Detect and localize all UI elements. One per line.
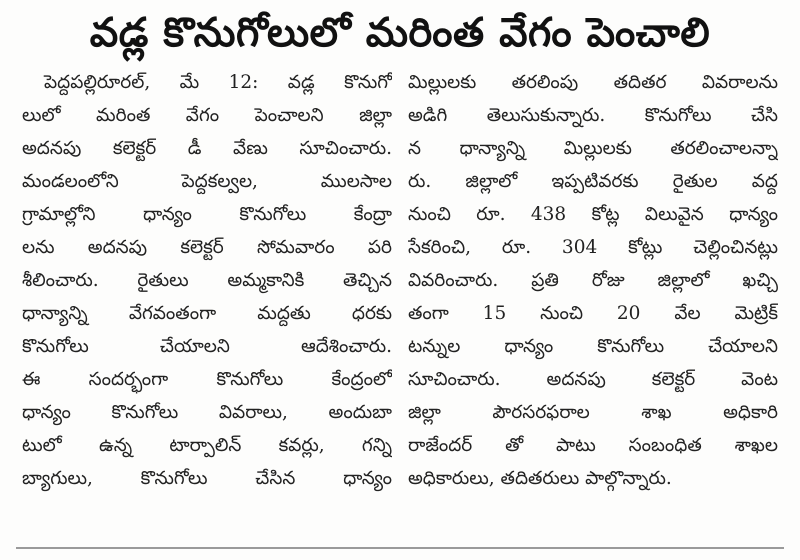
bottom-divider [16, 547, 784, 549]
body-line: అధికారులు, తదితరులు పాల్గొన్నారు. [408, 468, 672, 489]
body-line: తంగా 15 నుంచి 20 వేల మెట్రిక్ [408, 303, 778, 324]
body-line: ధాన్యాన్ని వేగవంతంగా మద్దతు ధరకు [22, 303, 392, 324]
body-line: అడిగి తెలుసుకున్నారు. కొనుగోలు చేసి [408, 105, 778, 126]
body-line: మండలంలోని పెద్దకల్వల, ములసాల [22, 171, 392, 192]
body-line: లను అదనపు కలెక్టర్ సోమవారం పరి [22, 237, 392, 258]
body-line: లులో మరింత వేగం పెంచాలని జిల్లా [22, 105, 392, 126]
body-line: ఈ సందర్భంగా కొనుగోలు కేంద్రంలో [22, 369, 392, 390]
body-line: జిల్లా పౌరసరఫరాల శాఖ అధికారి [408, 402, 778, 423]
body-line: గ్రామాల్లోని ధాన్యం కొనుగోలు కేంద్రా [22, 204, 392, 225]
body-line: రు. జిల్లాలో ఇప్పటివరకు రైతుల వద్ద [408, 171, 778, 192]
body-line: టులో ఉన్న టార్పాలిన్ కవర్లు, గన్ని [22, 435, 392, 456]
body-line: బ్యాగులు, కొనుగోలు చేసిన ధాన్యం [22, 468, 392, 489]
body-line: సేకరించి, రూ. 304 కోట్లు చెల్లించినట్లు [408, 237, 778, 258]
headline: వడ్ల కొనుగోలులో మరింత వేగం పెంచాలి [89, 10, 711, 56]
body-line: శీలించారు. రైతులు అమ్మకానికి తెచ్చిన [22, 270, 392, 291]
body-line: నుంచి రూ. 438 కోట్ల విలువైన ధాన్యం [408, 204, 778, 225]
body-line: రాజేందర్ తో పాటు సంబంధిత శాఖల [408, 435, 778, 456]
body-line: న ధాన్యాన్ని మిల్లులకు తరలించాలన్నా [408, 138, 778, 159]
left-column [22, 66, 392, 495]
body-line: సూచించారు. అదనపు కలెక్టర్ వెంట [408, 369, 778, 390]
body-line: కొనుగోలు చేయాలని ఆదేశించారు. [22, 336, 392, 357]
right-column [408, 66, 778, 495]
body-line: ధాన్యం కొనుగోలు వివరాలు, అందుబా [22, 402, 392, 423]
body-line: వివరించారు. ప్రతి రోజు జిల్లాలో ఖచ్చి [408, 270, 778, 291]
body-line: అదనపు కలెక్టర్ డీ వేణు సూచించారు. [22, 138, 392, 159]
body-line: మిల్లులకు తరలింపు తదితర వివరాలను [408, 72, 778, 93]
body-line: పెద్దపల్లిరూరల్, మే 12: వడ్ల కొనుగో [44, 72, 392, 93]
body-line: టన్నుల ధాన్యం కొనుగోలు చేయాలని [408, 336, 778, 357]
